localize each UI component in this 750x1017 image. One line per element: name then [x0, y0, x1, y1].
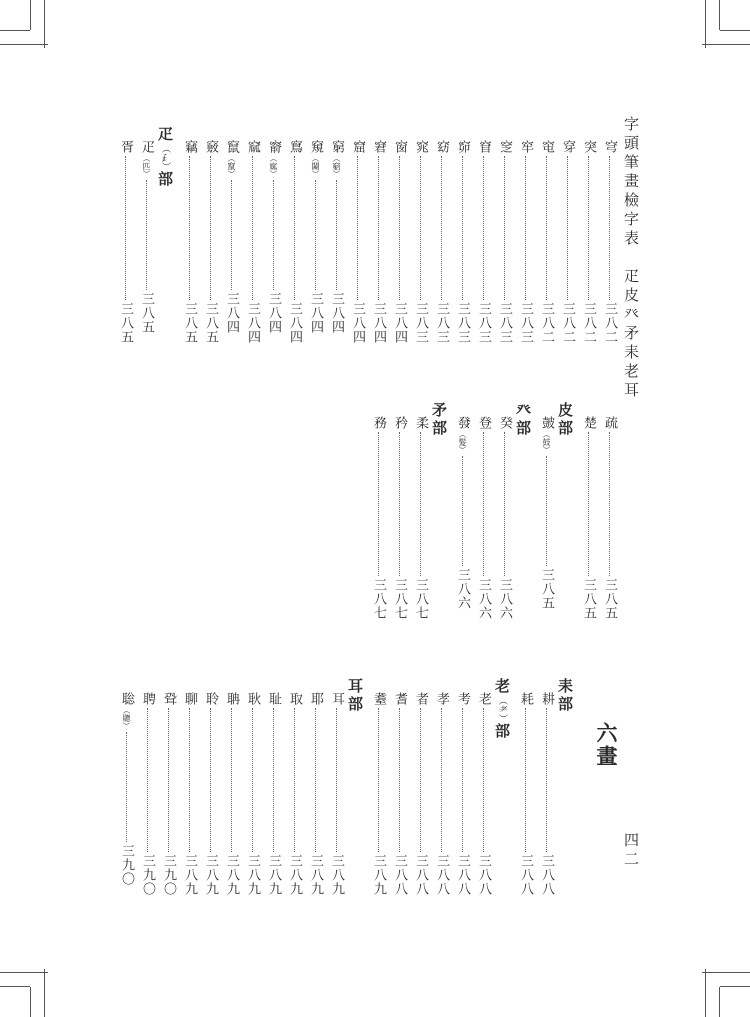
crop-mark — [44, 0, 45, 48]
crop-mark — [702, 44, 750, 45]
crop-mark — [0, 44, 48, 45]
index-entry: 窆三八三 — [497, 140, 512, 344]
index-entry: 耕三八八 — [539, 692, 554, 896]
index-entry: 窕三八三 — [413, 140, 428, 344]
index-entry: 窟三八四 — [350, 140, 365, 344]
radical-heading-lao: 老（⺹）部 — [493, 678, 511, 741]
radical-heading-mao: 矛部 — [430, 402, 448, 438]
index-entry: 矜三八七 — [392, 416, 407, 620]
running-header: 字頭筆畫檢字表 疋皮癶矛耒老耳 — [622, 116, 640, 401]
radical-heading-pi: 疋（⺪）部 — [156, 126, 174, 189]
crop-mark — [44, 969, 45, 1017]
crop-mark — [0, 986, 30, 987]
index-entry: 耆三八八 — [392, 692, 407, 896]
index-entry: 楚三八五 — [581, 416, 596, 620]
crop-mark — [705, 969, 706, 1017]
index-entry: 窘三八四 — [371, 140, 386, 344]
crop-mark — [702, 972, 750, 973]
crop-mark — [705, 0, 706, 48]
index-entry: 窂三八三 — [518, 140, 533, 344]
index-entry: 聃三八九 — [224, 692, 239, 896]
index-entry: 竊三八五 — [182, 140, 197, 344]
index-entry: 耳三八九 — [329, 692, 344, 896]
index-entry: 竄（竄）三八四 — [224, 140, 239, 334]
crop-mark — [30, 987, 31, 1017]
index-entry: 突三八二 — [581, 140, 596, 344]
index-entry: 耋三八九 — [371, 692, 386, 896]
index-entry: 考三八八 — [455, 692, 470, 896]
index-entry: 聆三八九 — [203, 692, 218, 896]
index-entry: 窬（寙）三八四 — [266, 140, 281, 334]
index-entry: 穹三八二 — [602, 140, 617, 344]
index-entry: 聡（聰）三九〇 — [119, 692, 134, 886]
index-entry: 窀三八二 — [539, 140, 554, 344]
crop-mark — [30, 0, 31, 30]
index-entry: 耻三八九 — [266, 692, 281, 896]
index-entry: 發（髮）三八六 — [455, 416, 470, 610]
index-entry: 登三八六 — [476, 416, 491, 620]
radical-heading-bo: 癶部 — [514, 402, 532, 438]
index-entry: 孝三八八 — [434, 692, 449, 896]
index-entry: 耿三八九 — [245, 692, 260, 896]
index-entry: 窗三八四 — [392, 140, 407, 344]
index-entry: 柔三八七 — [413, 416, 428, 620]
crop-mark — [720, 30, 750, 31]
index-entry: 窈三八三 — [434, 140, 449, 344]
radical-heading-lei: 耒部 — [556, 678, 574, 714]
radical-heading-er: 耳部 — [346, 678, 364, 714]
index-entry: 聓三九〇 — [161, 692, 176, 896]
index-entry: 窅三八三 — [476, 140, 491, 344]
index-entry: 疋（匹）三八五 — [139, 140, 154, 334]
index-entry: 耶三八九 — [308, 692, 323, 896]
index-entry: 皷（鼓）三八五 — [539, 416, 554, 610]
crop-mark — [719, 987, 720, 1017]
index-entry: 穿三八二 — [560, 140, 575, 344]
index-entry: 老三八八 — [476, 692, 491, 896]
index-entry: 疏三八五 — [602, 416, 617, 620]
crop-mark — [0, 972, 48, 973]
index-entry: 窮（竆）三八四 — [329, 140, 344, 334]
index-entry: 竅三八五 — [203, 140, 218, 344]
index-entry: 胥三八五 — [118, 140, 133, 344]
index-entry: 窵三八四 — [287, 140, 302, 344]
stroke-count-heading: 六畫 — [594, 722, 619, 768]
index-entry: 務三八七 — [371, 416, 386, 620]
index-entry: 聊三八九 — [182, 692, 197, 896]
index-entry: 窌三八三 — [455, 140, 470, 344]
crop-mark — [0, 30, 30, 31]
crop-mark — [719, 0, 720, 30]
index-entry: 窺（闚）三八四 — [308, 140, 323, 334]
index-entry: 聘三九〇 — [140, 692, 155, 896]
index-entry: 取三八九 — [287, 692, 302, 896]
index-entry: 者三八八 — [413, 692, 428, 896]
index-entry: 癸三八六 — [497, 416, 512, 620]
index-entry: 耗三八八 — [518, 692, 533, 896]
index-entry: 窳三八四 — [245, 140, 260, 344]
radical-heading-pi-skin: 皮部 — [556, 402, 574, 438]
crop-mark — [720, 986, 750, 987]
page-number: 四二 — [622, 832, 640, 870]
